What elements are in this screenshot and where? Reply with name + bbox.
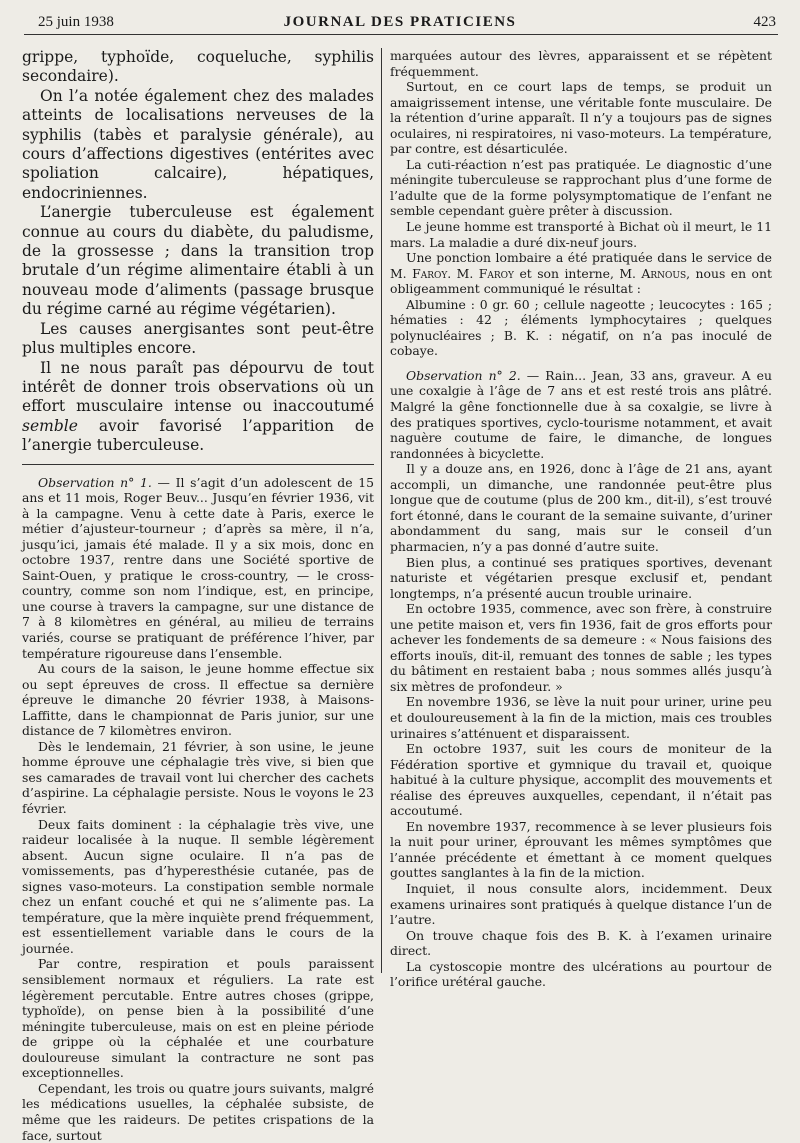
observation-paragraph: marquées autour des lèvres, apparaissent et se répètent fréquemment. bbox=[390, 48, 772, 79]
observation-paragraph: Observation n° 2. — Rain... Jean, 33 ans, graveur. A eu une coxalgie à l’âge de 7 ans et est resté trois ans plâtré. Malgré la gêne fonctionnelle due à sa coxalgie, se livre à des pratiques sportives, cyclo-tourisme notamment, et avait naguère coutume de faire, le dimanche, de longues randonnées à bicyclette. bbox=[390, 367, 772, 461]
person-name: Arnous bbox=[641, 265, 687, 281]
person-name: Faroy bbox=[412, 265, 448, 281]
observation-1 bbox=[22, 475, 374, 1143]
journal-title: JOURNAL DES PRATICIENS bbox=[283, 14, 517, 30]
page-header bbox=[24, 10, 776, 36]
observation-paragraph: Une ponction lombaire a été pratiquée dans le service de M. Faroy. M. Faroy et son interne, M. Arnous, nous en ont obligeamment communiqué le résultat : bbox=[390, 250, 772, 297]
observation-paragraph: Bien plus, a continué ses pratiques sportives, devenant naturiste et végétarien presque exclusif et, pendant longtemps, n’a présenté aucun trouble urinaire. bbox=[390, 554, 772, 601]
observation-paragraph: La cuti-réaction n’est pas pratiquée. Le diagnostic d’une méningite tuberculeuse se rapprochant plus d’une forme de l’adulte que de la forme polysymptomatique de l’enfant ne semble cependant guère prêter à discussion. bbox=[390, 156, 772, 219]
observation-paragraph: Le jeune homme est transporté à Bichat où il meurt, le 11 mars. La maladie a duré dix-neuf jours. bbox=[390, 219, 772, 250]
observation-title: Observation n° 2. bbox=[406, 367, 521, 383]
observation-paragraph: Surtout, en ce court laps de temps, se produit un amaigrissement intense, une véritable fonte musculaire. De la rétention d’urine apparaît. Il n’y a toujours pas de signes oculaires, ni respiratoires, ni vaso-moteurs. La température, par contre, est désarticulée. bbox=[390, 79, 772, 157]
observation-paragraph: Inquiet, il nous consulte alors, incidemment. Deux examens urinaires sont pratiqués à quelque distance l’un de l’autre. bbox=[390, 880, 772, 928]
left-column bbox=[22, 48, 374, 1143]
observation-paragraph: Il y a douze ans, en 1926, donc à l’âge de 21 ans, ayant accompli, un dimanche, une randonnée peut-être plus longue que de coutume (plus de 200 km., dit-il), s’est trouvé fort étonné, dans le courant de la semaine suivante, d’uriner abondamment du sang, mais sur le conseil d’un pharmacien, n’y a pas donné d’autre suite. bbox=[390, 461, 772, 554]
lab-result: Albumine : 0 gr. 60 ; cellule nageotte ; leucocytes : 165 ; hématies : 42 ; éléments lymphocytaires ; quelques polynucléaires ; B. K. : négatif, on n’a pas inoculé de cobaye. bbox=[390, 296, 772, 359]
column-divider bbox=[381, 48, 382, 973]
header-rule bbox=[24, 34, 778, 35]
section-rule bbox=[22, 464, 374, 465]
intro-paragraph: On l’a notée également chez des malades atteints de localisations nerveuses de la syphilis (tabès et paralysie générale), au cours d’affections digestives (entérites avec spoliation calcaire), hépatiques, endocriniennes. bbox=[22, 86, 374, 202]
observation-paragraph: Par contre, respiration et pouls paraissent sensiblement normaux et réguliers. La rate est légèrement percutable. Entre autres choses (grippe, typhoïde), on pense bien à la possibilité d’une méningite tuberculeuse, mais on est en pleine période de grippe où la céphalée et une courbature douloureuse simulant la contracture ne sont pas exceptionnelles. bbox=[22, 956, 374, 1081]
intro-paragraph: L’anergie tuberculeuse est également connue au cours du diabète, du paludisme, de la grossesse ; dans la transition trop brutale d’un régime alimentaire établi à un nouveau mode d’aliments (passage brusque du régime carné au régime végétarien). bbox=[22, 203, 374, 319]
observation-paragraph: La cystoscopie montre des ulcérations au pourtour de l’orifice urétéral gauche. bbox=[390, 958, 772, 990]
observation-paragraph: En novembre 1937, recommence à se lever plusieurs fois la nuit pour uriner, éprouvant les mêmes symptômes que l’année précédente et émettant à ce moment quelques gouttes sanglantes à la fin de la miction. bbox=[390, 818, 772, 881]
issue-date: 25 juin 1938 bbox=[38, 14, 114, 30]
intro-paragraph: Il ne nous paraît pas dépourvu de tout intérêt de donner trois observations où un effort musculaire intense ou inaccoutumé semble avoir favorisé l’apparition de l’anergie tuberculeuse. bbox=[22, 358, 374, 455]
observation-title: Observation n° 1. bbox=[38, 474, 152, 490]
intro-section bbox=[22, 48, 374, 456]
observation-paragraph: Deux faits dominent : la céphalagie très vive, une raideur localisée à la nuque. Il semble légèrement absent. Aucun signe oculaire. Il n’a pas de vomissements, pas d’hyperesthésie cutanée, pas de signes vaso-moteurs. La constipation semble normale chez un enfant couché et qui ne s’alimente pas. La température, que la mère inquiète prend fréquemment, est essentiellement variable dans le cours de la journée. bbox=[22, 816, 374, 956]
observation-paragraph: Au cours de la saison, le jeune homme effectue six ou sept épreuves de cross. Il effectue sa dernière épreuve le dimanche 20 février 1938, à Maisons-Laffitte, dans le championnat de Paris junior, sur une distance de 7 kilomètres environ. bbox=[22, 661, 374, 739]
observation-paragraph: Dès le lendemain, 21 février, à son usine, le jeune homme éprouve une céphalagie très vive, si bien que ses camarades de travail vont lui chercher des cachets d’aspirine. La céphalagie persiste. Nous le voyons le 23 février. bbox=[22, 738, 374, 817]
observation-2 bbox=[390, 368, 772, 990]
intro-paragraph: Les causes anergisantes sont peut-être plus multiples encore. bbox=[22, 319, 374, 358]
spacer bbox=[390, 359, 772, 368]
right-column bbox=[390, 48, 772, 990]
page-number: 423 bbox=[753, 14, 776, 30]
observation-paragraph: En novembre 1936, se lève la nuit pour uriner, urine peu et douloureusement à la fin de la miction, mais ces troubles urinaires s’atténuent et disparaissent. bbox=[390, 694, 772, 741]
person-name: Faroy bbox=[478, 265, 514, 281]
observation-paragraph: On trouve chaque fois des B. K. à l’examen urinaire direct. bbox=[390, 927, 772, 959]
observation-paragraph: Cependant, les trois ou quatre jours suivants, malgré les médications usuelles, la céphalée subsiste, de même que les raideurs. De petites crispations de la face, surtout bbox=[22, 1080, 374, 1143]
observation-paragraph: En octobre 1937, suit les cours de moniteur de la Fédération sportive et gymnique du travail et, quoique habitué à la culture physique, accomplit des mouvements et réalise des épreuves auxquelles, cependant, il n’était pas accoutumé. bbox=[390, 741, 772, 819]
intro-paragraph: grippe, typhoïde, coqueluche, syphilis secondaire). bbox=[22, 48, 374, 86]
observation-1-continued bbox=[390, 48, 772, 359]
observation-paragraph: En octobre 1935, commence, avec son frère, à construire une petite maison et, vers fin 1936, fait de gros efforts pour achever les fondements de sa demeure : « Nous faisions des efforts inouïs, dit-il, remuant des tonnes de sable ; les types du bâtiment en restaient baba ; nous sommes allés jusqu’à six mètres de profondeur. » bbox=[390, 601, 772, 694]
observation-paragraph: Observation n° 1. — Il s’agit d’un adolescent de 15 ans et 11 mois, Roger Beuv... Jusqu’en février 1936, vit à la campagne. Venu à cette date à Paris, exerce le métier d’ajusteur-tourneur ; d’après sa mère, il n’a, jusqu’ici, jamais été malade. Il y a six mois, donc en octobre 1937, rentre dans une Société sportive de Saint-Ouen, y pratique le cross-country, — le cross-country, comme son nom l’indique, est, en principe, une course à travers la campagne, sur une distance de 7 à 8 kilomètres en général, au milieu de terrains variés, course se pratiquant de préférence l’hiver, par température rigoureuse dans l’ensemble. bbox=[22, 474, 374, 661]
